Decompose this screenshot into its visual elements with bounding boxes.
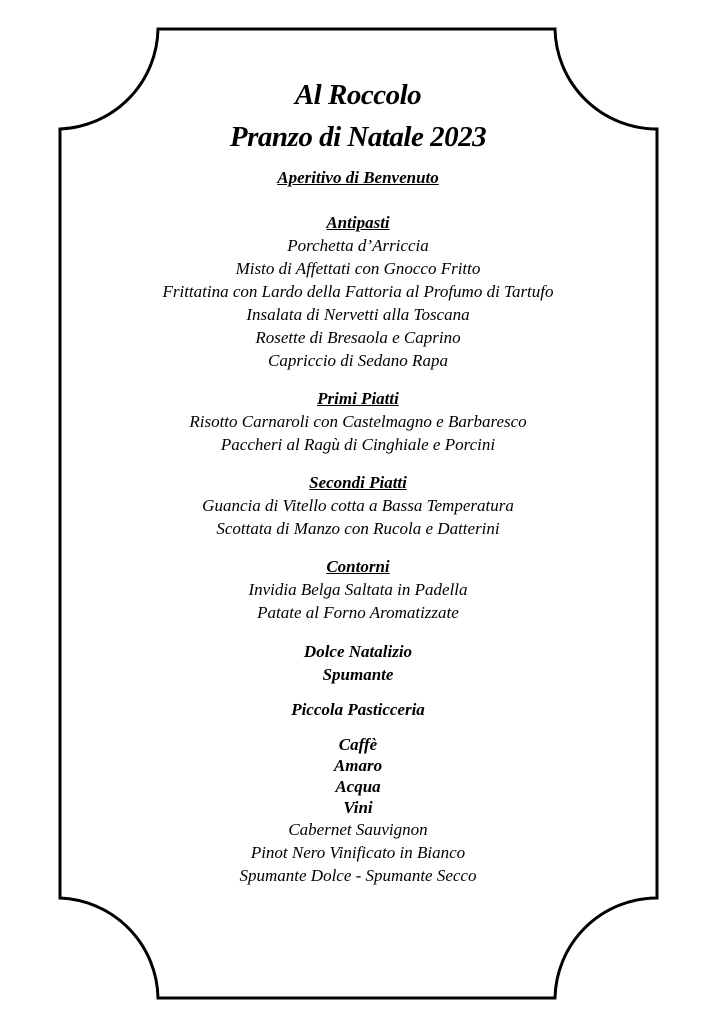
menu-item: Invidia Belga Saltata in Padella <box>248 580 468 599</box>
menu-highlight: Acqua <box>335 777 381 796</box>
menu-item: Guancia di Vitello cotta a Bassa Temperatura <box>202 496 514 515</box>
vini-heading: Vini <box>343 798 373 817</box>
section-heading: Aperitivo di Benvenuto <box>277 168 439 187</box>
menu-item: Patate al Forno Aromatizzate <box>257 603 459 622</box>
menu-item: Porchetta d’Arriccia <box>287 236 429 255</box>
menu-item: Frittatina con Lardo della Fattoria al Profumo di Tartufo <box>162 282 554 301</box>
menu-highlight: Piccola Pasticceria <box>291 700 425 719</box>
menu-item: Insalata di Nervetti alla Toscana <box>246 305 470 324</box>
section-dolce <box>60 640 656 686</box>
section-contorni <box>60 556 656 624</box>
section-primi <box>60 388 656 456</box>
wine-item: Pinot Nero Vinificato in Bianco <box>250 843 466 862</box>
event-title: Pranzo di Natale 2023 <box>229 121 487 153</box>
wine-item: Cabernet Sauvignon <box>288 820 428 839</box>
menu-highlight: Amaro <box>333 756 383 775</box>
section-antipasti <box>60 212 656 372</box>
menu-item: Capriccio di Sedano Rapa <box>268 351 448 370</box>
menu-item: Paccheri al Ragù di Cinghiale e Porcini <box>220 435 496 454</box>
section-piccola-pasticceria <box>60 698 656 721</box>
menu-highlight: Dolce Natalizio <box>303 642 413 661</box>
menu-item: Risotto Carnaroli con Castelmagno e Barbaresco <box>189 412 527 431</box>
restaurant-name: Al Roccolo <box>294 79 422 111</box>
wine-item: Spumante Dolce - Spumante Secco <box>239 866 477 885</box>
menu-item: Misto di Affettati con Gnocco Fritto <box>235 259 481 278</box>
menu-item: Scottata di Manzo con Rucola e Datterini <box>216 519 500 538</box>
section-bevande <box>60 734 656 887</box>
menu-highlight: Caffè <box>338 735 378 754</box>
section-heading: Primi Piatti <box>317 389 399 408</box>
menu-highlight: Spumante <box>322 665 394 684</box>
section-secondi <box>60 472 656 540</box>
section-heading: Secondi Piatti <box>309 473 407 492</box>
section-heading: Antipasti <box>326 213 390 232</box>
menu-item: Rosette di Bresaola e Caprino <box>255 328 461 347</box>
section-aperitivo <box>60 167 656 189</box>
menu-content <box>60 74 656 887</box>
section-heading: Contorni <box>326 557 390 576</box>
